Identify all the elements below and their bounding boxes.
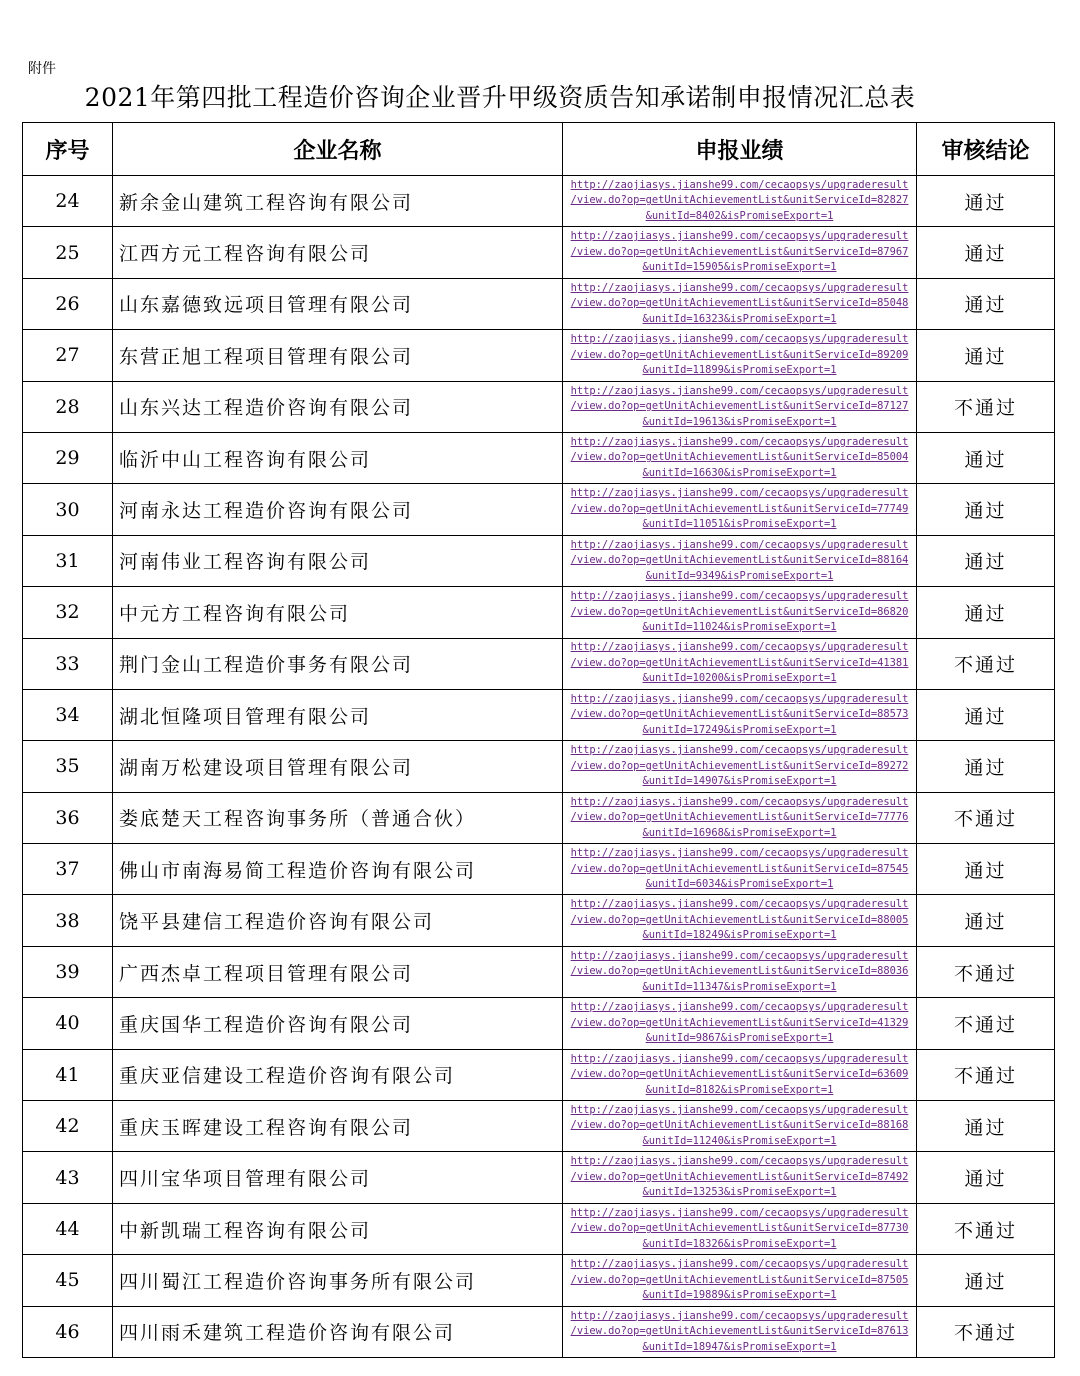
company-name: 湖南万松建设项目管理有限公司 (113, 741, 563, 792)
review-result: 不通过 (917, 381, 1055, 432)
link-line-1[interactable]: http://zaojiasys.jianshe99.com/cecaopsys/upgraderesult (570, 384, 909, 397)
review-result: 通过 (917, 176, 1055, 227)
row-number: 34 (23, 689, 113, 740)
review-result: 不通过 (917, 946, 1055, 997)
row-number: 32 (23, 587, 113, 638)
link-line-2[interactable]: /view.do?op=getUnitAchievementList&unitServiceId=89272 (570, 759, 909, 772)
company-name: 新余金山建筑工程咨询有限公司 (113, 176, 563, 227)
link-line-3[interactable]: &unitId=16630&isPromiseExport=1 (642, 466, 837, 479)
header-company-name: 企业名称 (113, 123, 563, 176)
company-name: 临沂中山工程咨询有限公司 (113, 432, 563, 483)
link-line-3[interactable]: &unitId=18326&isPromiseExport=1 (642, 1237, 837, 1250)
table-row (23, 1101, 1055, 1152)
company-name: 重庆玉晖建设工程咨询有限公司 (113, 1101, 563, 1152)
link-line-3[interactable]: &unitId=9867&isPromiseExport=1 (645, 1032, 834, 1045)
review-result: 通过 (917, 844, 1055, 895)
review-result: 通过 (917, 1255, 1055, 1306)
link-line-3[interactable]: &unitId=15905&isPromiseExport=1 (642, 261, 837, 274)
row-number: 31 (23, 535, 113, 586)
table-row (23, 484, 1055, 535)
performance-link[interactable] (563, 946, 917, 997)
review-result: 通过 (917, 587, 1055, 638)
performance-link[interactable] (563, 535, 917, 586)
company-name: 河南伟业工程咨询有限公司 (113, 535, 563, 586)
link-line-1[interactable]: http://zaojiasys.jianshe99.com/cecaopsys/upgraderesult (570, 590, 909, 603)
company-name: 四川宝华项目管理有限公司 (113, 1152, 563, 1203)
performance-link[interactable] (563, 330, 917, 381)
link-line-3[interactable]: &unitId=19889&isPromiseExport=1 (642, 1289, 837, 1302)
row-number: 45 (23, 1255, 113, 1306)
row-number: 28 (23, 381, 113, 432)
link-line-3[interactable]: &unitId=11899&isPromiseExport=1 (642, 364, 837, 377)
review-result: 不通过 (917, 638, 1055, 689)
company-name: 广西杰卓工程项目管理有限公司 (113, 946, 563, 997)
table-row (23, 432, 1055, 483)
link-line-2[interactable]: /view.do?op=getUnitAchievementList&unitServiceId=87127 (570, 400, 909, 412)
link-line-2[interactable]: /view.do?op=getUnitAchievementList&unitServiceId=87505 (570, 1273, 909, 1286)
row-number: 36 (23, 792, 113, 843)
link-line-2[interactable]: /view.do?op=getUnitAchievementList&unitServiceId=85004 (570, 451, 909, 464)
link-line-3[interactable]: &unitId=13253&isPromiseExport=1 (642, 1186, 837, 1199)
link-line-3[interactable]: &unitId=16323&isPromiseExport=1 (642, 312, 837, 325)
link-line-1[interactable]: http://zaojiasys.jianshe99.com/cecaopsys/upgraderesult (570, 1309, 909, 1322)
link-line-3[interactable]: &unitId=16968&isPromiseExport=1 (642, 826, 837, 839)
summary-table (22, 122, 1055, 1358)
table-row (23, 792, 1055, 843)
link-line-3[interactable]: &unitId=14907&isPromiseExport=1 (642, 775, 837, 788)
performance-link[interactable] (563, 792, 917, 843)
review-result: 不通过 (917, 1049, 1055, 1100)
review-result: 通过 (917, 278, 1055, 329)
table-row (23, 638, 1055, 689)
review-result: 通过 (917, 1101, 1055, 1152)
link-line-1[interactable]: http://zaojiasys.jianshe99.com/cecaopsys/upgraderesult (570, 487, 909, 500)
header-performance: 申报业绩 (563, 123, 917, 176)
link-line-2[interactable]: /view.do?op=getUnitAchievementList&unitServiceId=88036 (570, 965, 909, 978)
row-number: 33 (23, 638, 113, 689)
performance-link[interactable] (563, 895, 917, 946)
performance-link[interactable] (563, 998, 917, 1049)
review-result: 通过 (917, 741, 1055, 792)
company-name: 佛山市南海易简工程造价咨询有限公司 (113, 844, 563, 895)
link-line-3[interactable]: &unitId=18947&isPromiseExport=1 (642, 1340, 837, 1353)
link-line-1[interactable]: http://zaojiasys.jianshe99.com/cecaopsys/upgraderesult (570, 1155, 909, 1168)
link-line-1[interactable]: http://zaojiasys.jianshe99.com/cecaopsys/upgraderesult (570, 1206, 909, 1219)
link-line-2[interactable]: /view.do?op=getUnitAchievementList&unitServiceId=88168 (570, 1119, 909, 1132)
row-number: 42 (23, 1101, 113, 1152)
company-name: 重庆国华工程造价咨询有限公司 (113, 998, 563, 1049)
performance-link[interactable] (563, 1101, 917, 1152)
link-line-1[interactable]: http://zaojiasys.jianshe99.com/cecaopsys/upgraderesult (570, 898, 909, 911)
performance-link[interactable] (563, 741, 917, 792)
link-line-1[interactable]: http://zaojiasys.jianshe99.com/cecaopsys/upgraderesult (570, 1258, 909, 1271)
performance-link[interactable] (563, 689, 917, 740)
company-name: 山东兴达工程造价咨询有限公司 (113, 381, 563, 432)
link-line-2[interactable]: /view.do?op=getUnitAchievementList&unitServiceId=87492 (570, 1170, 909, 1183)
link-line-1[interactable]: http://zaojiasys.jianshe99.com/cecaopsys/upgraderesult (570, 744, 909, 757)
review-result: 通过 (917, 330, 1055, 381)
company-name: 湖北恒隆项目管理有限公司 (113, 689, 563, 740)
performance-link[interactable] (563, 1049, 917, 1100)
performance-link[interactable] (563, 176, 917, 227)
row-number: 37 (23, 844, 113, 895)
row-number: 43 (23, 1152, 113, 1203)
row-number: 44 (23, 1203, 113, 1254)
link-line-1[interactable]: http://zaojiasys.jianshe99.com/cecaopsys/upgraderesult (570, 538, 909, 551)
table-row (23, 330, 1055, 381)
link-line-1[interactable]: http://zaojiasys.jianshe99.com/cecaopsys/upgraderesult (570, 1001, 909, 1014)
link-line-1[interactable]: http://zaojiasys.jianshe99.com/cecaopsys/upgraderesult (570, 949, 909, 962)
link-line-2[interactable]: /view.do?op=getUnitAchievementList&unitServiceId=77776 (570, 811, 909, 824)
table-row (23, 1255, 1055, 1306)
table-row (23, 895, 1055, 946)
link-line-2[interactable]: /view.do?op=getUnitAchievementList&unitServiceId=85048 (570, 297, 909, 310)
table-row (23, 689, 1055, 740)
header-result: 审核结论 (917, 123, 1055, 176)
table-body (23, 176, 1055, 1358)
review-result: 通过 (917, 432, 1055, 483)
performance-link[interactable] (563, 1255, 917, 1306)
company-name: 重庆亚信建设工程造价咨询有限公司 (113, 1049, 563, 1100)
link-line-1[interactable]: http://zaojiasys.jianshe99.com/cecaopsys/upgraderesult (570, 1103, 909, 1116)
performance-link[interactable] (563, 432, 917, 483)
table-row (23, 1306, 1055, 1357)
company-name: 四川蜀江工程造价咨询事务所有限公司 (113, 1255, 563, 1306)
table-row (23, 381, 1055, 432)
header-no: 序号 (23, 123, 113, 176)
table-row (23, 176, 1055, 227)
performance-link[interactable] (563, 381, 917, 432)
performance-link[interactable] (563, 638, 917, 689)
link-line-2[interactable]: /view.do?op=getUnitAchievementList&unitServiceId=88573 (570, 708, 909, 721)
row-number: 46 (23, 1306, 113, 1357)
table-row (23, 278, 1055, 329)
link-line-2[interactable]: /view.do?op=getUnitAchievementList&unitServiceId=87545 (570, 862, 909, 875)
table-header-row (23, 123, 1055, 176)
link-line-3[interactable]: &unitId=17249&isPromiseExport=1 (642, 723, 837, 736)
row-number: 30 (23, 484, 113, 535)
performance-link[interactable] (563, 1306, 917, 1357)
table-row (23, 1203, 1055, 1254)
link-line-2[interactable]: /view.do?op=getUnitAchievementList&unitServiceId=82827 (570, 194, 909, 207)
performance-link[interactable] (563, 1152, 917, 1203)
table-row (23, 1152, 1055, 1203)
review-result: 通过 (917, 689, 1055, 740)
company-name: 河南永达工程造价咨询有限公司 (113, 484, 563, 535)
performance-link[interactable] (563, 484, 917, 535)
link-line-2[interactable]: /view.do?op=getUnitAchievementList&unitServiceId=87730 (570, 1222, 909, 1235)
performance-link[interactable] (563, 1203, 917, 1254)
link-line-3[interactable]: &unitId=8182&isPromiseExport=1 (645, 1083, 834, 1096)
document-title: 2021年第四批工程造价咨询企业晋升甲级资质告知承诺制申报情况汇总表 (84, 83, 916, 112)
link-line-1[interactable]: http://zaojiasys.jianshe99.com/cecaopsys/upgraderesult (570, 795, 909, 808)
link-line-2[interactable]: /view.do?op=getUnitAchievementList&unitServiceId=77749 (570, 502, 909, 515)
link-line-2[interactable]: /view.do?op=getUnitAchievementList&unitServiceId=88005 (570, 913, 909, 926)
company-name: 山东嘉德致远项目管理有限公司 (113, 278, 563, 329)
row-number: 26 (23, 278, 113, 329)
review-result: 通过 (917, 484, 1055, 535)
link-line-1[interactable]: http://zaojiasys.jianshe99.com/cecaopsys/upgraderesult (570, 692, 909, 705)
row-number: 24 (23, 176, 113, 227)
company-name: 中元方工程咨询有限公司 (113, 587, 563, 638)
link-line-1[interactable]: http://zaojiasys.jianshe99.com/cecaopsys/upgraderesult (570, 230, 909, 243)
performance-link[interactable] (563, 227, 917, 278)
table-row (23, 741, 1055, 792)
table-row (23, 535, 1055, 586)
link-line-3[interactable]: &unitId=11024&isPromiseExport=1 (642, 621, 837, 634)
link-line-2[interactable]: /view.do?op=getUnitAchievementList&unitServiceId=41329 (570, 1016, 909, 1029)
table-row (23, 587, 1055, 638)
review-result: 不通过 (917, 998, 1055, 1049)
company-name: 东营正旭工程项目管理有限公司 (113, 330, 563, 381)
link-line-2[interactable]: /view.do?op=getUnitAchievementList&unitServiceId=89209 (570, 348, 909, 361)
table-row (23, 998, 1055, 1049)
link-line-2[interactable]: /view.do?op=getUnitAchievementList&unitServiceId=87967 (570, 245, 909, 258)
link-line-2[interactable]: /view.do?op=getUnitAchievementList&unitServiceId=86820 (570, 605, 909, 618)
link-line-1[interactable]: http://zaojiasys.jianshe99.com/cecaopsys/upgraderesult (570, 333, 909, 346)
link-line-3[interactable]: &unitId=11347&isPromiseExport=1 (642, 980, 837, 993)
review-result: 通过 (917, 1152, 1055, 1203)
row-number: 38 (23, 895, 113, 946)
link-line-2[interactable]: /view.do?op=getUnitAchievementList&unitServiceId=41381 (570, 656, 909, 669)
performance-link[interactable] (563, 278, 917, 329)
link-line-3[interactable]: &unitId=9349&isPromiseExport=1 (645, 569, 834, 582)
link-line-3[interactable]: &unitId=6034&isPromiseExport=1 (645, 878, 834, 891)
link-line-1[interactable]: http://zaojiasys.jianshe99.com/cecaopsys/upgraderesult (570, 641, 909, 654)
review-result: 不通过 (917, 1203, 1055, 1254)
link-line-3[interactable]: &unitId=19613&isPromiseExport=1 (642, 415, 837, 428)
link-line-3[interactable]: &unitId=10200&isPromiseExport=1 (642, 672, 837, 685)
row-number: 35 (23, 741, 113, 792)
table-row (23, 227, 1055, 278)
company-name: 娄底楚天工程咨询事务所（普通合伙） (113, 792, 563, 843)
link-line-2[interactable]: /view.do?op=getUnitAchievementList&unitServiceId=88164 (570, 554, 909, 567)
row-number: 27 (23, 330, 113, 381)
row-number: 25 (23, 227, 113, 278)
link-line-1[interactable]: http://zaojiasys.jianshe99.com/cecaopsys/upgraderesult (570, 435, 909, 448)
review-result: 通过 (917, 535, 1055, 586)
review-result: 通过 (917, 895, 1055, 946)
company-name: 四川雨禾建筑工程造价咨询有限公司 (113, 1306, 563, 1357)
table-row (23, 844, 1055, 895)
link-line-1[interactable]: http://zaojiasys.jianshe99.com/cecaopsys/upgraderesult (570, 281, 909, 294)
link-line-3[interactable]: &unitId=11051&isPromiseExport=1 (642, 518, 837, 531)
company-name: 江西方元工程咨询有限公司 (113, 227, 563, 278)
attachment-label: 附件 (28, 61, 56, 77)
table-row (23, 946, 1055, 997)
review-result: 不通过 (917, 792, 1055, 843)
row-number: 40 (23, 998, 113, 1049)
table-row (23, 1049, 1055, 1100)
link-line-1[interactable]: http://zaojiasys.jianshe99.com/cecaopsys/upgraderesult (570, 847, 909, 860)
company-name: 饶平县建信工程造价咨询有限公司 (113, 895, 563, 946)
link-line-2[interactable]: /view.do?op=getUnitAchievementList&unitServiceId=87613 (570, 1325, 909, 1338)
company-name: 中新凯瑞工程咨询有限公司 (113, 1203, 563, 1254)
performance-link[interactable] (563, 844, 917, 895)
link-line-1[interactable]: http://zaojiasys.jianshe99.com/cecaopsys/upgraderesult (570, 178, 909, 191)
performance-link[interactable] (563, 587, 917, 638)
row-number: 29 (23, 432, 113, 483)
row-number: 39 (23, 946, 113, 997)
row-number: 41 (23, 1049, 113, 1100)
link-line-3[interactable]: &unitId=8402&isPromiseExport=1 (645, 209, 834, 222)
review-result: 通过 (917, 227, 1055, 278)
link-line-1[interactable]: http://zaojiasys.jianshe99.com/cecaopsys/upgraderesult (570, 1052, 909, 1065)
link-line-2[interactable]: /view.do?op=getUnitAchievementList&unitServiceId=63609 (570, 1068, 909, 1081)
link-line-3[interactable]: &unitId=18249&isPromiseExport=1 (642, 929, 837, 942)
company-name: 荆门金山工程造价事务有限公司 (113, 638, 563, 689)
link-line-3[interactable]: &unitId=11240&isPromiseExport=1 (642, 1134, 837, 1147)
review-result: 不通过 (917, 1306, 1055, 1357)
